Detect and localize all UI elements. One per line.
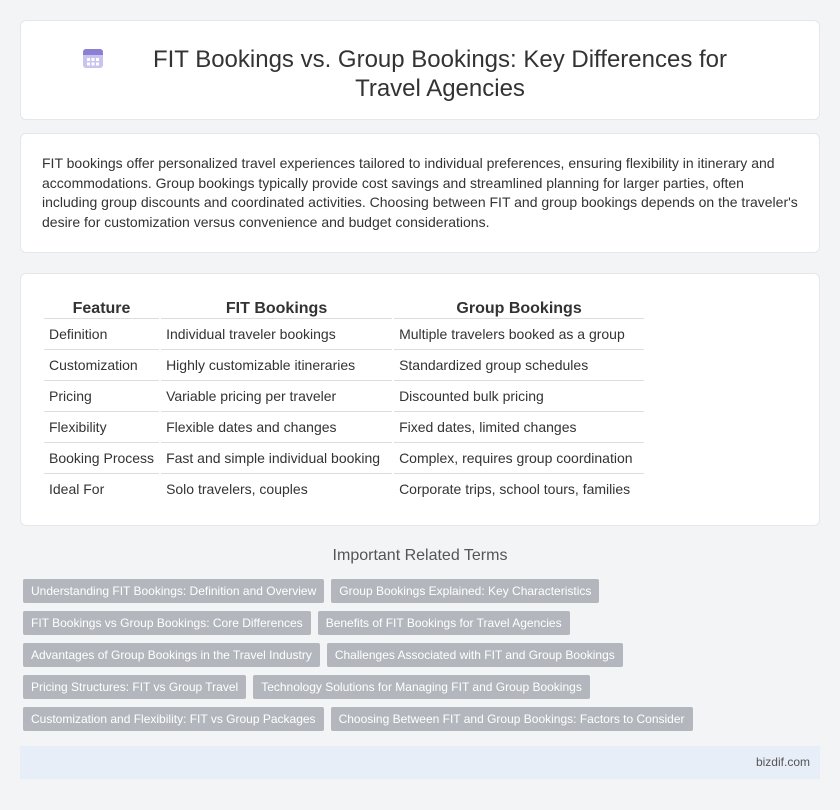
table-cell: Complex, requires group coordination	[394, 442, 644, 473]
related-term-link[interactable]: Benefits of FIT Bookings for Travel Agencies	[318, 611, 570, 635]
table-cell: Booking Process	[44, 442, 159, 473]
table-cell: Customization	[44, 349, 159, 380]
table-cell: Fixed dates, limited changes	[394, 411, 644, 442]
tag-row	[23, 611, 823, 643]
table-cell: Definition	[44, 318, 159, 349]
related-term-link[interactable]: Technology Solutions for Managing FIT and Group Bookings	[253, 675, 590, 699]
table-row	[44, 442, 644, 473]
footer	[20, 746, 820, 779]
table-cell: Multiple travelers booked as a group	[394, 318, 644, 349]
tag-row	[23, 707, 823, 739]
related-term-link[interactable]: Choosing Between FIT and Group Bookings: Factors to Consider	[331, 707, 693, 731]
intro-card	[20, 133, 820, 253]
related-term-link[interactable]: Challenges Associated with FIT and Group Bookings	[327, 643, 623, 667]
title-card	[20, 20, 820, 120]
tag-row	[23, 643, 823, 675]
table-cell: Standardized group schedules	[394, 349, 644, 380]
related-term-link[interactable]: Understanding FIT Bookings: Definition and Overview	[23, 579, 324, 603]
table-cell: Discounted bulk pricing	[394, 380, 644, 411]
table-cell: Ideal For	[44, 473, 159, 504]
related-term-link[interactable]: Customization and Flexibility: FIT vs Group Packages	[23, 707, 324, 731]
header-group: Group Bookings	[456, 300, 582, 317]
related-term-link[interactable]: FIT Bookings vs Group Bookings: Core Differences	[23, 611, 311, 635]
table-cell: Corporate trips, school tours, families	[394, 473, 644, 504]
table-cell: Individual traveler bookings	[161, 318, 392, 349]
table-cell: Fast and simple individual booking	[161, 442, 392, 473]
comparison-table	[42, 296, 646, 504]
page-title: FIT Bookings vs. Group Bookings: Key Differences for Travel Agencies	[152, 46, 728, 102]
comparison-card	[20, 273, 820, 526]
table-header-row	[44, 296, 644, 318]
table-cell: Solo travelers, couples	[161, 473, 392, 504]
table-cell: Flexible dates and changes	[161, 411, 392, 442]
related-terms-list	[23, 579, 823, 739]
related-term-link[interactable]: Pricing Structures: FIT vs Group Travel	[23, 675, 246, 699]
table-cell: Flexibility	[44, 411, 159, 442]
header-feature: Feature	[72, 300, 131, 317]
related-term-link[interactable]: Group Bookings Explained: Key Characteristics	[331, 579, 599, 603]
table-row	[44, 349, 644, 380]
table-row	[44, 318, 644, 349]
table-row	[44, 380, 644, 411]
footer-site-link[interactable]: bizdif.com	[755, 755, 810, 769]
table-row	[44, 411, 644, 442]
header-fit: FIT Bookings	[225, 300, 328, 317]
intro-paragraph: FIT bookings offer personalized travel experiences tailored to individual preferences, ensuring flexibility in itinerary and accommodations. Group bookings typically provide cost savings and streamlined planning for larger parties, often including group discounts and coordinated activities. Choosing between FIT and group bookings depends on the traveler's desire for customization versus convenience and budget considerations.	[42, 155, 798, 230]
table-row	[44, 473, 644, 504]
tag-row	[23, 579, 823, 611]
table-cell: Pricing	[44, 380, 159, 411]
table-cell: Highly customizable itineraries	[161, 349, 392, 380]
table-cell: Variable pricing per traveler	[161, 380, 392, 411]
related-term-link[interactable]: Advantages of Group Bookings in the Travel Industry	[23, 643, 320, 667]
related-terms-title: Important Related Terms	[332, 547, 508, 564]
tag-row	[23, 675, 823, 707]
